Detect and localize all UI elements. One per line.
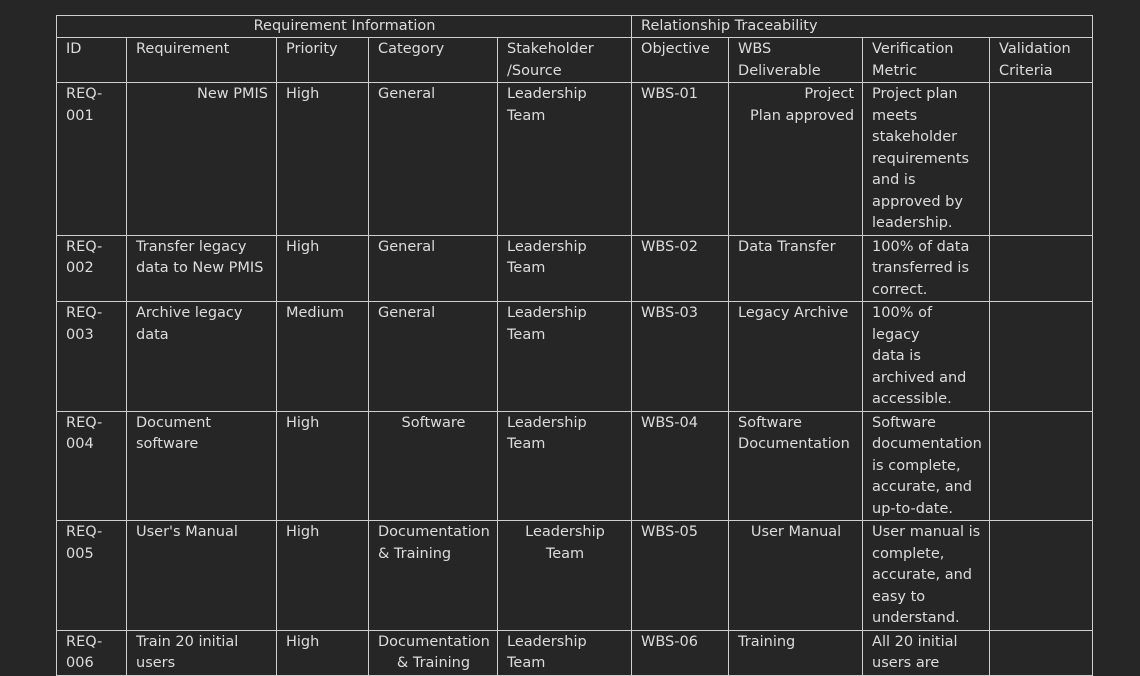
column-header-category: Category: [369, 38, 498, 83]
group-requirement-information: Requirement Information: [57, 16, 632, 38]
cell-category: Documentation & Training: [369, 521, 498, 631]
cell-wbs-deliverable: Data Transfer: [729, 235, 863, 302]
group-relationship-traceability: Relationship Traceability: [632, 16, 1093, 38]
cell-objective: WBS-05: [632, 521, 729, 631]
cell-objective: WBS-03: [632, 302, 729, 412]
cell-requirement: Transfer legacy data to New PMIS: [127, 235, 277, 302]
cell-validation-criteria: [990, 302, 1093, 412]
cell-id: REQ- 004: [57, 411, 127, 521]
cell-priority: High: [277, 235, 369, 302]
cell-objective: WBS-02: [632, 235, 729, 302]
column-header-priority: Priority: [277, 38, 369, 83]
cell-wbs-deliverable: Training: [729, 630, 863, 675]
table-row: [57, 83, 1093, 236]
cell-id: REQ- 005: [57, 521, 127, 631]
cell-requirement: User's Manual: [127, 521, 277, 631]
table-row: [57, 302, 1093, 412]
cell-id: REQ- 003: [57, 302, 127, 412]
column-header-verification-metric: Verification Metric: [863, 38, 990, 83]
cell-validation-criteria: [990, 521, 1093, 631]
cell-requirement: Train 20 initial users: [127, 630, 277, 675]
cell-validation-criteria: [990, 235, 1093, 302]
cell-verification-metric: All 20 initial users are: [863, 630, 990, 675]
cell-objective: WBS-06: [632, 630, 729, 675]
cell-wbs-deliverable: User Manual: [729, 521, 863, 631]
cell-requirement: Document software: [127, 411, 277, 521]
column-header-requirement: Requirement: [127, 38, 277, 83]
cell-id: REQ- 006: [57, 630, 127, 675]
cell-verification-metric: Project plan meets stakeholder requirements and is approved by leadership.: [863, 83, 990, 236]
cell-stakeholder: Leadership Team: [498, 302, 632, 412]
cell-verification-metric: Software documentation is complete, accurate, and up-to-date.: [863, 411, 990, 521]
cell-validation-criteria: [990, 411, 1093, 521]
table-row: [57, 235, 1093, 302]
cell-requirement: New PMIS: [127, 83, 277, 236]
cell-category: General: [369, 235, 498, 302]
cell-stakeholder: Leadership Team: [498, 235, 632, 302]
cell-priority: High: [277, 411, 369, 521]
cell-objective: WBS-01: [632, 83, 729, 236]
cell-category: General: [369, 83, 498, 236]
cell-priority: High: [277, 521, 369, 631]
group-header-row: [57, 16, 1093, 38]
column-header-validation-criteria: Validation Criteria: [990, 38, 1093, 83]
cell-validation-criteria: [990, 630, 1093, 675]
cell-priority: High: [277, 83, 369, 236]
cell-wbs-deliverable: Software Documentation: [729, 411, 863, 521]
cell-objective: WBS-04: [632, 411, 729, 521]
cell-stakeholder: Leadership Team: [498, 411, 632, 521]
cell-wbs-deliverable: Legacy Archive: [729, 302, 863, 412]
column-header-id: ID: [57, 38, 127, 83]
cell-category: General: [369, 302, 498, 412]
column-header-objective: Objective: [632, 38, 729, 83]
column-header-stakeholder: Stakeholder /Source: [498, 38, 632, 83]
cell-stakeholder: Leadership Team: [498, 83, 632, 236]
table-row: [57, 521, 1093, 631]
column-header-wbs-deliverable: WBS Deliverable: [729, 38, 863, 83]
table-row: [57, 630, 1093, 675]
cell-verification-metric: 100% of legacy data is archived and accessible.: [863, 302, 990, 412]
cell-validation-criteria: [990, 83, 1093, 236]
cell-requirement: Archive legacy data: [127, 302, 277, 412]
cell-verification-metric: 100% of data transferred is correct.: [863, 235, 990, 302]
cell-id: REQ- 002: [57, 235, 127, 302]
cell-stakeholder: Leadership Team: [498, 521, 632, 631]
cell-priority: Medium: [277, 302, 369, 412]
cell-category: Documentation & Training: [369, 630, 498, 675]
cell-stakeholder: Leadership Team: [498, 630, 632, 675]
traceability-matrix-table: [56, 15, 1093, 676]
cell-wbs-deliverable: Project Plan approved: [729, 83, 863, 236]
cell-verification-metric: User manual is complete, accurate, and easy to understand.: [863, 521, 990, 631]
table-row: [57, 411, 1093, 521]
cell-category: Software: [369, 411, 498, 521]
cell-priority: High: [277, 630, 369, 675]
cell-id: REQ- 001: [57, 83, 127, 236]
column-header-row: [57, 38, 1093, 83]
